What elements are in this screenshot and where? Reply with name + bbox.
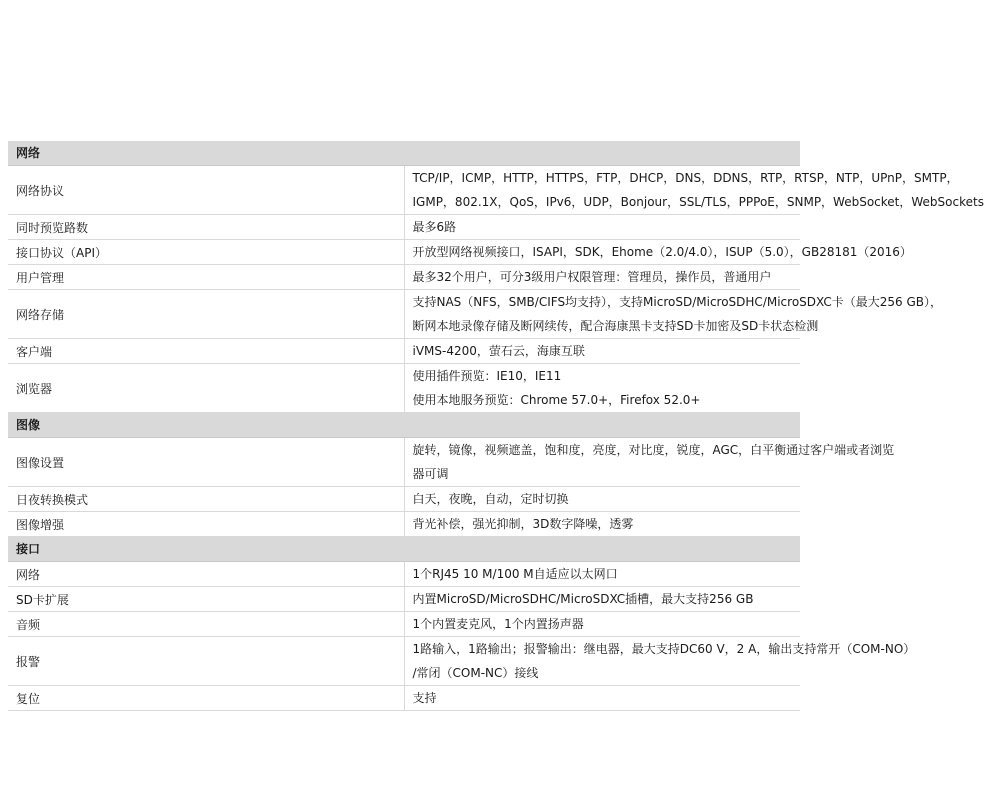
spec-row	[8, 438, 800, 487]
spec-value	[404, 612, 800, 637]
spec-value	[404, 512, 800, 537]
spec-row	[8, 686, 800, 711]
section-title: 接口	[8, 537, 800, 562]
spec-value	[404, 487, 800, 512]
spec-row	[8, 587, 800, 612]
spec-table	[8, 141, 984, 711]
spec-row	[8, 612, 800, 637]
spec-label: 浏览器	[8, 364, 404, 413]
spec-label: 图像增强	[8, 512, 404, 537]
spec-value-line: 旋转，镜像，视频遮盖，饱和度，亮度，对比度，锐度，AGC，白平衡通过客户端或者浏览	[412, 443, 895, 457]
spec-value-line: 开放型网络视频接口，ISAPI，SDK，Ehome（2.0/4.0），ISUP（5.0），GB28181（2016）	[412, 245, 912, 259]
section-header	[8, 537, 800, 562]
spec-value-line: 支持NAS（NFS，SMB/CIFS均支持），支持MicroSD/MicroSDHC/MicroSDXC卡（最大256 GB），	[412, 295, 942, 309]
spec-value	[404, 339, 800, 364]
spec-row	[8, 265, 800, 290]
spec-label: 接口协议（API）	[8, 240, 404, 265]
section-header	[8, 141, 800, 166]
spec-value	[404, 240, 912, 265]
section-header	[8, 413, 800, 438]
spec-value-line: 白天，夜晚，自动，定时切换	[412, 492, 569, 506]
spec-label: 复位	[8, 686, 404, 711]
spec-row	[8, 562, 800, 587]
spec-value	[404, 562, 800, 587]
spec-row	[8, 339, 800, 364]
spec-value	[404, 587, 800, 612]
spec-value	[404, 265, 800, 290]
spec-row	[8, 364, 800, 413]
spec-value	[404, 166, 984, 215]
spec-value	[404, 686, 800, 711]
spec-value-line: 1个内置麦克风，1个内置扬声器	[412, 617, 584, 631]
spec-label: 报警	[8, 637, 404, 686]
spec-value-line: 1个RJ45 10 M/100 M自适应以太网口	[412, 567, 618, 581]
spec-value-line: 内置MicroSD/MicroSDHC/MicroSDXC插槽，最大支持256 GB	[412, 592, 754, 606]
spec-row	[8, 487, 800, 512]
spec-value-line: IGMP，802.1X，QoS，IPv6，UDP，Bonjour，SSL/TLS，PPPoE，SNMP，WebSocket，WebSockets	[412, 195, 984, 209]
spec-row	[8, 290, 800, 339]
spec-value	[404, 438, 895, 487]
spec-value-line: iVMS-4200，萤石云，海康互联	[412, 344, 585, 358]
spec-label: 用户管理	[8, 265, 404, 290]
spec-value-line: 使用本地服务预览：Chrome 57.0+，Firefox 52.0+	[412, 393, 701, 407]
spec-value-line: 最多6路	[412, 220, 457, 234]
spec-label: 音频	[8, 612, 404, 637]
spec-row	[8, 166, 800, 215]
spec-value-line: TCP/IP，ICMP，HTTP，HTTPS，FTP，DHCP，DNS，DDNS，RTP，RTSP，NTP，UPnP，SMTP，	[412, 171, 959, 185]
spec-value-line: 使用插件预览：IE10，IE11	[412, 369, 562, 383]
spec-value-line: /常闭（COM-NC）接线	[412, 666, 539, 680]
spec-row	[8, 240, 800, 265]
spec-value	[404, 637, 916, 686]
spec-label: 客户端	[8, 339, 404, 364]
spec-table-body	[8, 141, 984, 711]
spec-row	[8, 512, 800, 537]
spec-label: 图像设置	[8, 438, 404, 487]
spec-value-line: 断网本地录像存储及断网续传，配合海康黑卡支持SD卡加密及SD卡状态检测	[412, 319, 819, 333]
spec-label: 网络存储	[8, 290, 404, 339]
spec-label: 日夜转换模式	[8, 487, 404, 512]
spec-value	[404, 215, 800, 240]
spec-value	[404, 364, 800, 413]
spec-value-line: 支持	[412, 691, 437, 705]
spec-value	[404, 290, 942, 339]
spec-label: SD卡扩展	[8, 587, 404, 612]
spec-value-line: 1路输入，1路输出；报警输出：继电器，最大支持DC60 V，2 A，输出支持常开（COM-NO）	[412, 642, 916, 656]
spec-value-line: 最多32个用户，可分3级用户权限管理：管理员，操作员，普通用户	[412, 270, 772, 284]
spec-label: 网络	[8, 562, 404, 587]
spec-row	[8, 637, 800, 686]
spec-row	[8, 215, 800, 240]
section-title: 图像	[8, 413, 800, 438]
spec-label: 网络协议	[8, 166, 404, 215]
section-title: 网络	[8, 141, 800, 166]
spec-value-line: 背光补偿，强光抑制，3D数字降噪，透雾	[412, 517, 634, 531]
spec-label: 同时预览路数	[8, 215, 404, 240]
spec-value-line: 器可调	[412, 467, 449, 481]
